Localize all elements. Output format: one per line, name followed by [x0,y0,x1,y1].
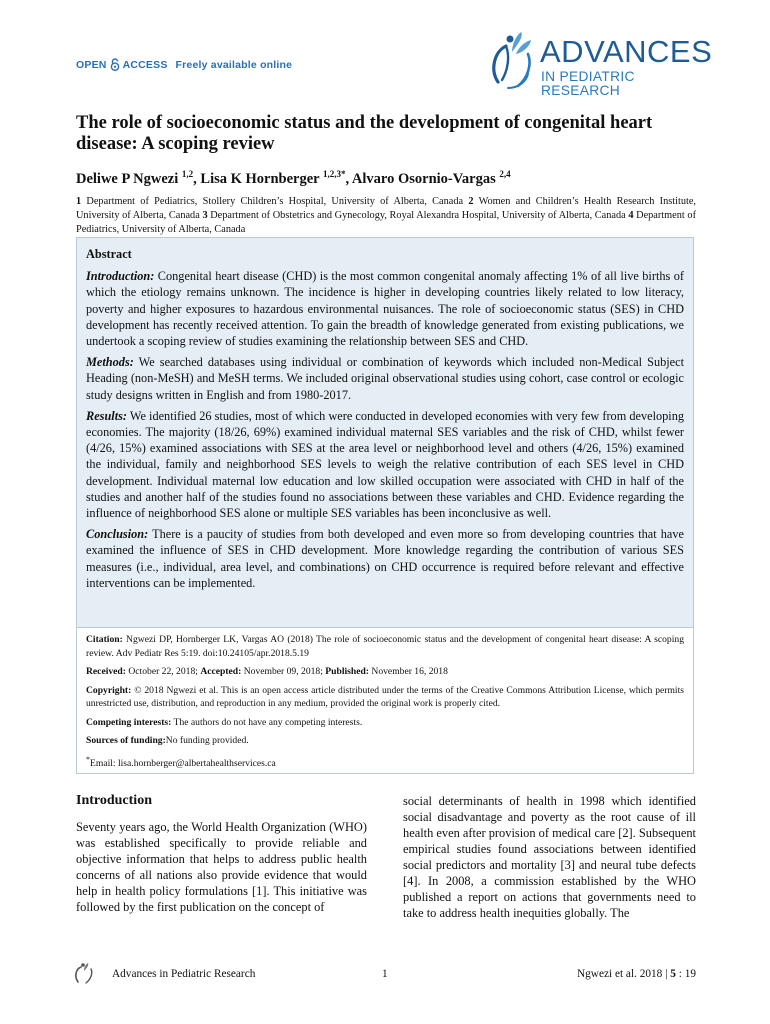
author-name: , Lisa K Hornberger [193,170,323,187]
author-list [76,169,511,188]
footer-volume: 5 [670,968,676,980]
affiliation-number: 1 [76,196,82,207]
logo-subtitle-text: IN PEDIATRIC RESEARCH [541,69,635,98]
section-text: We searched databases using individual or combination of keywords which included non-Medical Subject Heading (non-MeSH) and MeSH terms. We included original observational studies using cohort, case control or ecologic study designs written in English and from 1980-2017. [86,355,684,402]
published-date: November 16, 2018 [369,666,448,677]
funding [86,734,684,748]
citation [86,633,684,660]
competing-label: Competing interests: [86,716,172,728]
freely-available-label: Freely available online [175,58,293,71]
dates [86,665,684,679]
abstract-conclusion [86,526,684,591]
received-date: October 22, 2018; [125,666,201,677]
article-metadata [76,628,694,774]
author-name: Deliwe P Ngwezi [76,170,182,187]
body-left-column: Seventy years ago, the World Health Organization (WHO) was established specifically to provide reliable and objective information that helps to address public health concerns of all nations also provide evidence that would help in health policy formulations [1]. This initiative was followed by the first publication on the concept of [76,820,367,914]
section-label: Methods: [86,355,134,370]
section-label: Introduction: [86,269,155,284]
abstract-results [86,408,684,521]
competing-text: The authors do not have any competing interests. [171,716,363,728]
section-label: Results: [86,408,127,423]
access-label: ACCESS [122,58,168,71]
correspondence [86,753,684,771]
email-link[interactable]: Email: lisa.hornberger@albertahealthservices.ca [90,757,276,769]
funding-text: No funding provided. [165,735,249,746]
author-affiliation-mark: 1,2 [181,169,194,179]
page-number: 1 [382,968,388,980]
copyright-label: Copyright: [86,684,132,696]
email-mark: * [86,754,90,764]
affiliation-text: Department of Pediatrics, University of Alberta, Canada [76,210,696,235]
affiliation-number: 4 [628,210,634,221]
article-title: The role of socioeconomic status and the development of congenital heart disease: A scoping review [76,113,653,154]
section-text: There is a paucity of studies from both developed and even more so from developing countries that have examined the influence of SES in CHD development. More knowledge regarding the contribution of various SES measures (i.e., individual, area level, and combinations) on CHD occurrence is required before relevant and effective interventions can be implemented. [86,527,684,590]
copyright [86,684,684,711]
published-label: Published: [325,666,370,677]
citation-text: Ngwezi DP, Hornberger LK, Vargas AO (2018) The role of socioeconomic status and the development of congenital heart disease: A scoping review. Adv Pediatr Res 5:19. doi:10.24105/apr.2018.5.19 [86,634,684,659]
logo-brand-text: ADVANCES [540,34,713,69]
open-label: OPEN [76,58,107,71]
abstract-box [76,237,694,628]
affiliation-number: 2 [468,196,474,207]
abstract-methods [86,354,684,403]
received-label: Received: [86,666,126,677]
section-text: We identified 26 studies, most of which were conducted in developed economies with very few from developing economies. The majority (18/26, 69%) examined individual maternal SES variables and the risk of CHD, whilst fewer (4/26, 15%) examined associations with SES at the area level or neighborhood level and others (4/26, 15%) examined the individual, family and neighborhood SES levels to weigh the relative contribution of each SES level in CHD development. Individual maternal low education and low skilled occupation were associated with CHD in half of the studies and another half of the studies found no associations between these variables and CHD. Evidence regarding the influence of neighborhood SES alone or multiple SES variables has been inconclusive as well. [86,408,684,521]
competing-interests [86,716,684,730]
affiliation-text: Women and Children’s Health Research Institute, University of Alberta, Canada [76,196,696,221]
author-affiliation-mark: 1,2,3* [322,169,346,179]
accepted-date: November 09, 2018; [241,666,326,677]
copyright-text: © 2018 Ngwezi et al. This is an open access article distributed under the terms of the Creative Commons Attribution License, which permits unrestricted use, distribution, and reproduction in any medium, provided the original work is properly cited. [86,684,684,709]
body-right-column: social determinants of health in 1998 which identified social disadvantage and poverty as the root cause of ill health even after provision of medical care [2]. Subsequent empirical studies found associations between identified social predictors and mortality [3] and neural tube defects [4]. In 2008, a commission established by the WHO published a report on actions that governments need to take to address health inequities globally. The [403,794,696,920]
open-access-banner [76,58,292,71]
abstract-heading: Abstract [86,247,132,261]
footer-journal-name: Advances in Pediatric Research [112,968,256,980]
journal-logo [488,30,713,98]
footer-cite-suffix: : 19 [675,968,696,980]
author-affiliation-mark: 2,4 [499,169,511,179]
open-lock-icon [110,58,120,71]
introduction-heading: Introduction [76,793,152,808]
affiliation-number: 3 [202,210,208,221]
logo-figure-icon [488,30,540,92]
author-name: , Alvaro Osornio-Vargas [345,170,500,187]
funding-label: Sources of funding: [86,735,166,746]
affiliation-text: Department of Obstetrics and Gynecology, Royal Alexandra Hospital, University of Alberta, Canada [207,210,629,221]
abstract-introduction [86,268,684,349]
section-text: Congenital heart disease (CHD) is the most common congenital anomaly affecting 1% of all live births of which the etiology remains unknown. The incidence is higher in developing countries likely related to low literacy, poverty and higher exposures to hazardous environmental nuisances. The role of socioeconomic status (SES) in CHD development has recently received attention. To gain the breadth of knowledge generated from existing publications, we undertook a scoping review of studies examining the relationship between SES and CHD. [86,269,684,349]
accepted-label: Accepted: [200,666,242,677]
footer-citation [577,968,696,980]
affiliation-text: Department of Pediatrics, Stollery Children’s Hospital, University of Alberta, Canada [81,196,469,207]
page-footer [76,966,696,986]
section-label: Conclusion: [86,527,149,542]
journal-mark-icon [73,962,97,986]
citation-label: Citation: [86,634,123,645]
footer-cite-prefix: Ngwezi et al. 2018 | [577,968,671,980]
affiliations [76,195,696,237]
